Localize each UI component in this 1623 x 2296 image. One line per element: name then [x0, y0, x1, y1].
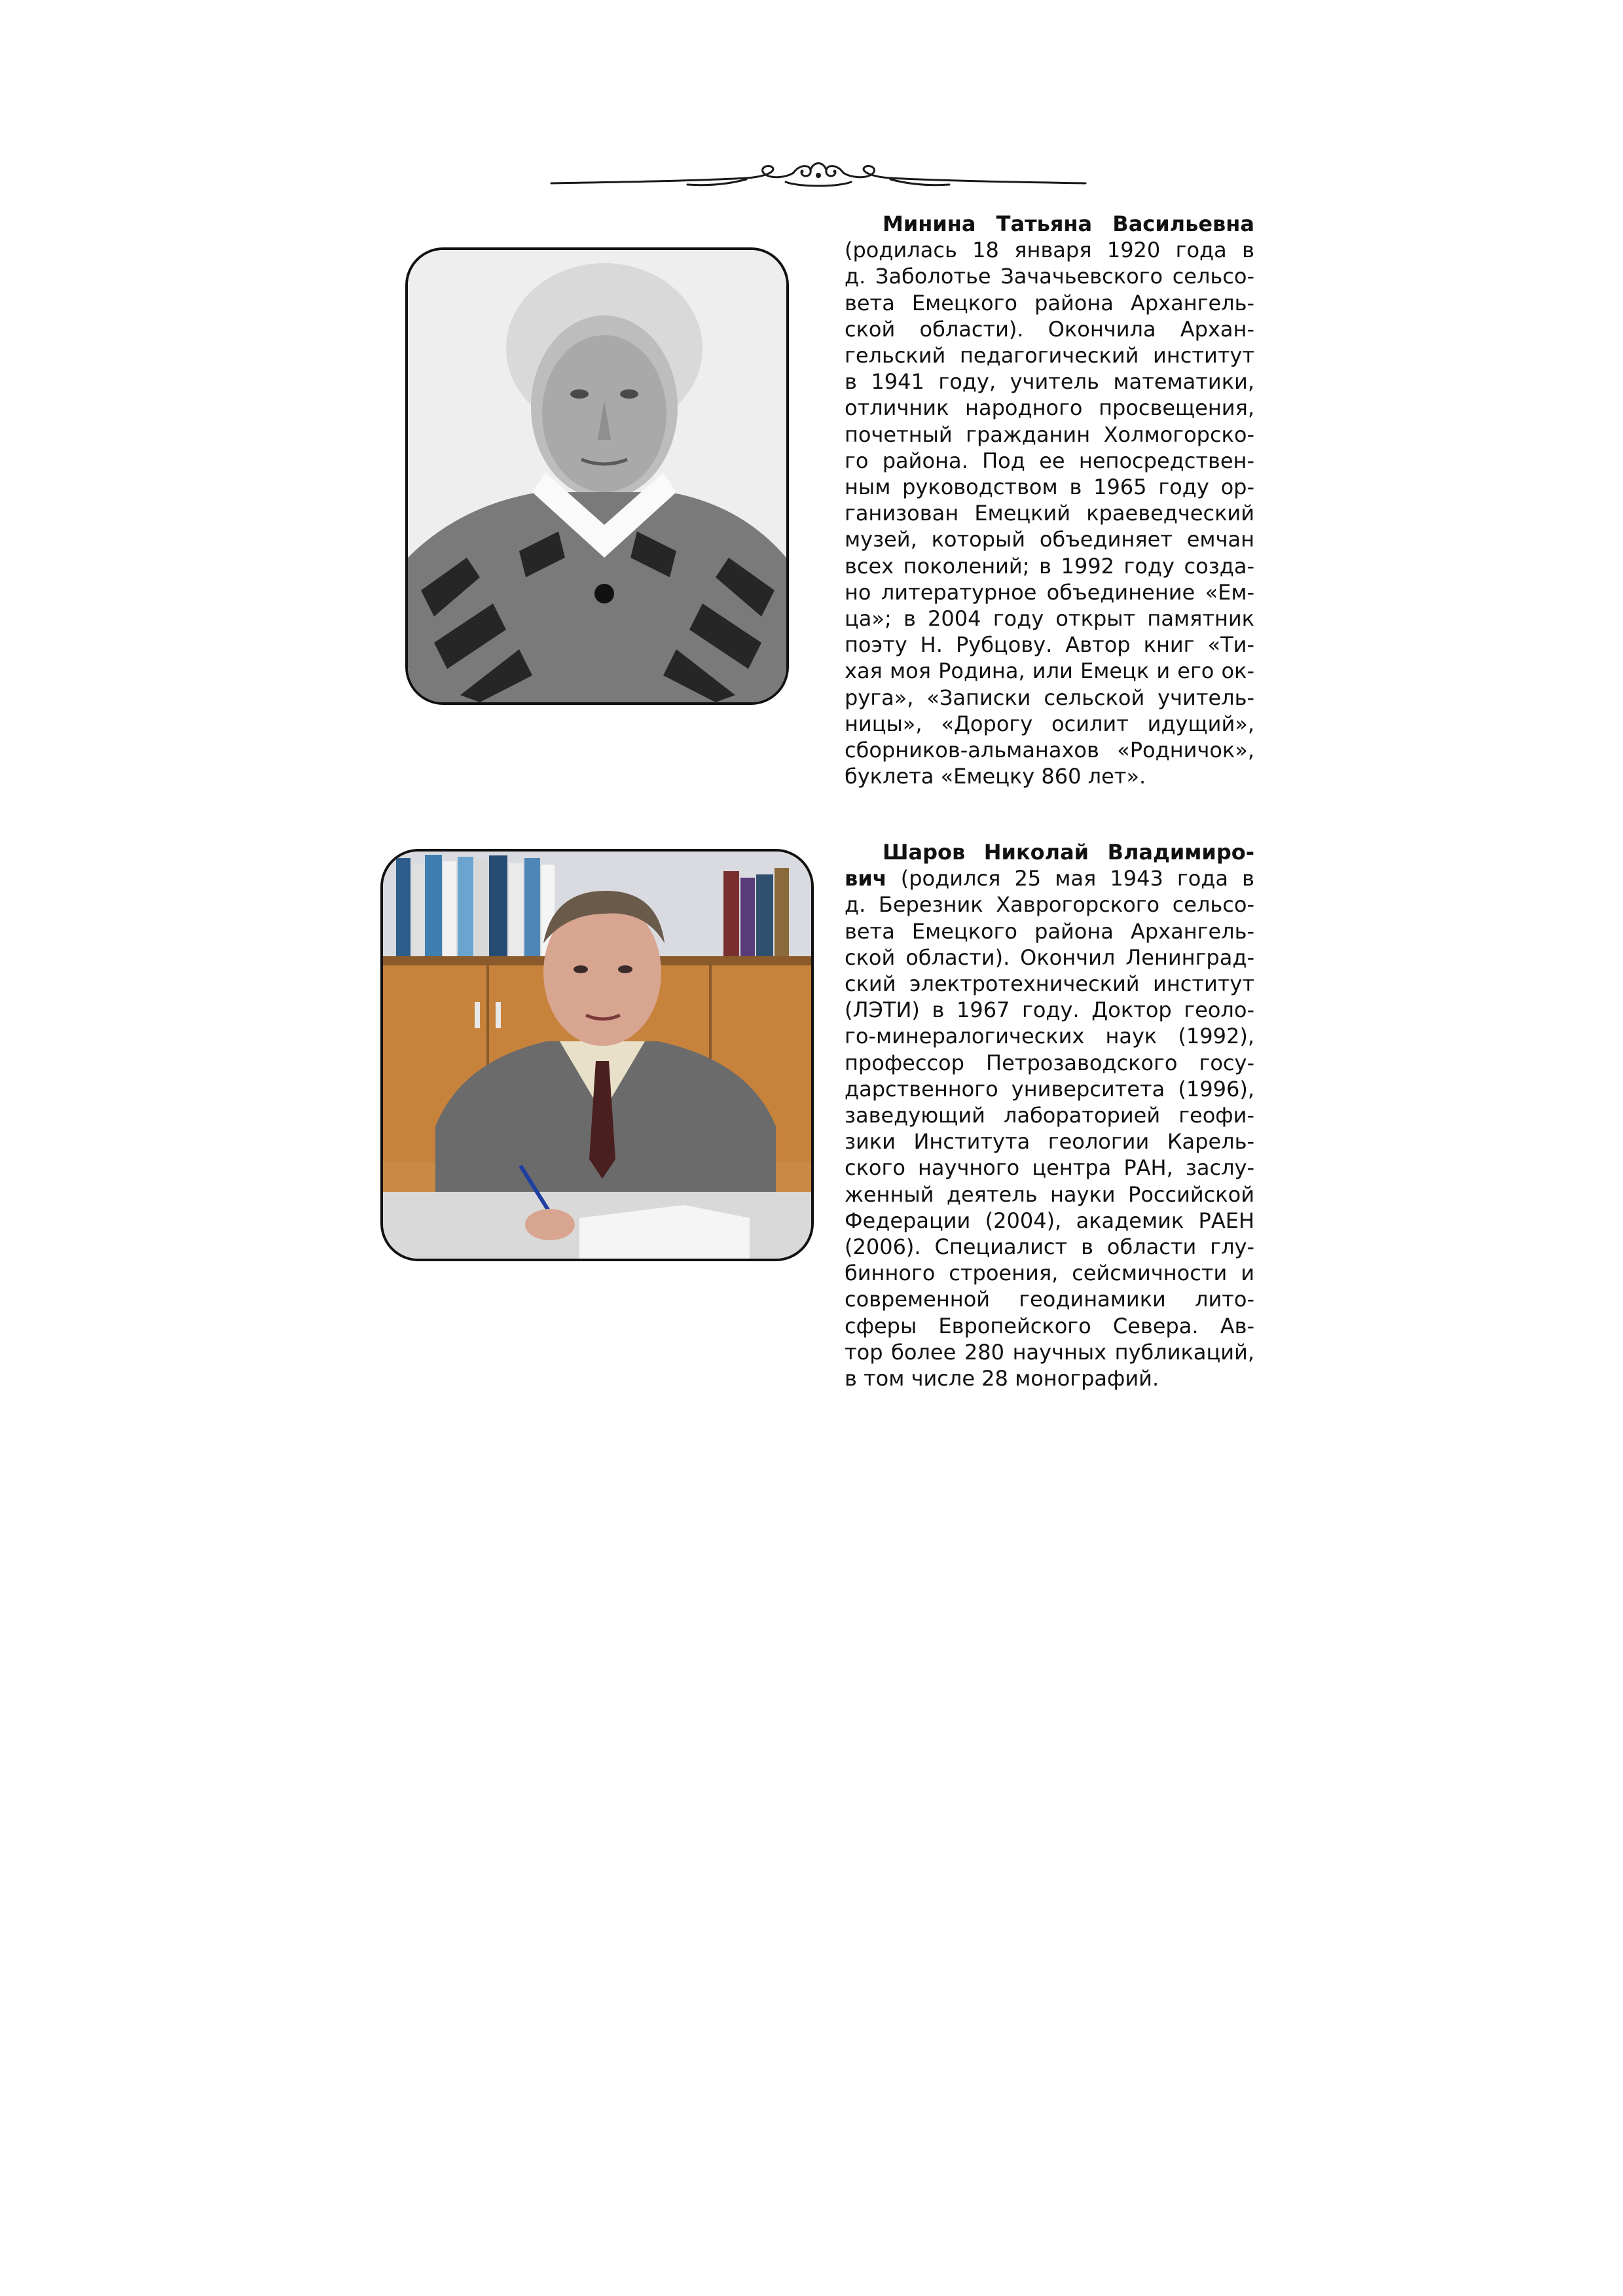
- bio-line: гельский педагогический институт: [845, 343, 1254, 368]
- bio-line: профессор Петрозаводского госу-: [845, 1050, 1254, 1075]
- portrait-photo-sharov: [380, 849, 814, 1261]
- portrait-photo-woman-grayscale-icon: [408, 250, 786, 702]
- bio-line: ганизован Емецкий краеведческий: [845, 501, 1254, 526]
- bio-line: тор более 280 научных публикаций,: [845, 1339, 1254, 1365]
- bio-line: (ЛЭТИ) в 1967 году. Доктор геоло-: [845, 997, 1254, 1023]
- bio-line: зики Института геологии Карель-: [845, 1129, 1254, 1155]
- person-name: Минина Татьяна Васильевна: [883, 211, 1254, 236]
- bio-line-text: (родился 25 мая 1943 года в: [886, 866, 1254, 891]
- bio-line-with-name: [845, 865, 1254, 891]
- scroll-divider-ornament-icon: [550, 152, 1087, 198]
- bio-line: руга», «Записки сельской учитель-: [845, 685, 1254, 710]
- bio-line: ский электротехнический институт: [845, 971, 1254, 997]
- person-name: Шаров Николай Владимиро-: [883, 840, 1254, 865]
- bio-line: музей, который объединяет емчан: [845, 527, 1254, 552]
- bio-line: женный деятель науки Российской: [845, 1181, 1254, 1207]
- bio-line: но литературное объединение «Ем-: [845, 579, 1254, 605]
- bio-line: Федерации (2004), академик РАЕН: [845, 1208, 1254, 1233]
- bio-line: дарственного университета (1996),: [845, 1076, 1254, 1102]
- bio-line: го-минералогических наук (1992),: [845, 1024, 1254, 1049]
- bio-line: заведующий лабораторией геофи-: [845, 1103, 1254, 1128]
- bio-line: сборников-альманахов «Родничок»,: [845, 738, 1254, 763]
- bio-line: ской области). Окончил Ленинград-: [845, 944, 1254, 970]
- bio-line: д. Березник Хаврогорского сельсо-: [845, 892, 1254, 918]
- bio-line: хая моя Родина, или Емецк и его ок-: [845, 658, 1254, 684]
- bio-line: ным руководством в 1965 году ор-: [845, 475, 1254, 500]
- bio-line: буклета «Емецку 860 лет».: [845, 764, 1146, 789]
- portrait-photo-minina: [405, 247, 789, 705]
- bio-line: почетный гражданин Холмогорско-: [845, 422, 1254, 447]
- bio-line: всех поколений; в 1992 году созда-: [845, 553, 1254, 579]
- bio-line: поэту Н. Рубцову. Автор книг «Ти-: [845, 632, 1254, 658]
- bio-line: сферы Европейского Севера. Ав-: [845, 1313, 1254, 1338]
- person-name-continuation: вич: [845, 866, 887, 891]
- bio-line: ской области). Окончила Архан-: [845, 316, 1254, 342]
- bio-line: ницы», «Дорогу осилит идущий»,: [845, 711, 1254, 736]
- bio-line: го района. Под ее непосредствен-: [845, 448, 1254, 473]
- bio-line: ца»; в 2004 году открыт памятник: [845, 606, 1254, 632]
- bio-line: в том числе 28 монографий.: [845, 1366, 1159, 1391]
- bio-line: в 1941 году, учитель математики,: [845, 369, 1254, 395]
- bio-line: ского научного центра РАН, заслу-: [845, 1155, 1254, 1181]
- bio-line: современной геодинамики лито-: [845, 1287, 1254, 1312]
- biography-sharov: [845, 839, 1254, 1391]
- bio-line: вета Емецкого района Архангель-: [845, 290, 1254, 315]
- bio-line: отличник народного просвещения,: [845, 395, 1254, 421]
- portrait-photo-man-at-desk-color-icon: [383, 852, 811, 1259]
- biography-minina: [845, 211, 1254, 789]
- bio-line: бинного строения, сейсмичности и: [845, 1261, 1254, 1286]
- bio-line: вета Емецкого района Архангель-: [845, 918, 1254, 944]
- bio-line: (родилась 18 января 1920 года в: [845, 238, 1254, 263]
- bio-line: д. Заболотье Зачачьевского сельсо-: [845, 264, 1254, 289]
- bio-line: (2006). Специалист в области глу-: [845, 1234, 1254, 1260]
